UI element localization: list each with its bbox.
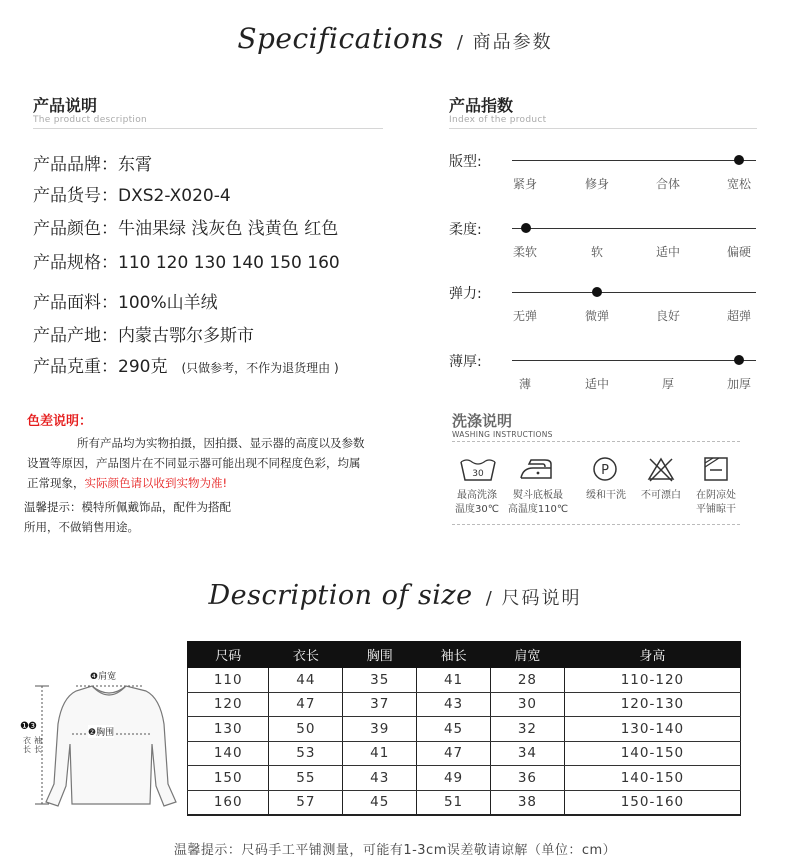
wash-label-dry xyxy=(688,489,744,517)
spec-value: 290克 xyxy=(118,357,168,377)
size-cell: 110 xyxy=(188,668,269,693)
specs-title-en: Specifications xyxy=(237,22,444,55)
product-desc-title: 产品说明 xyxy=(33,96,98,115)
size-cell: 160 xyxy=(188,790,269,815)
size-table xyxy=(187,641,741,816)
spec-brand: 产品品牌：东霄 xyxy=(33,155,152,175)
color-note-actual: 实际颜色请以收到实物为准! xyxy=(84,476,228,490)
wash-label-line: 不可漂白 xyxy=(641,490,681,501)
index-option: 微弹 xyxy=(584,309,609,323)
index-marker-softness xyxy=(521,223,531,233)
spec-label: 产品产地 xyxy=(33,326,101,346)
size-cell: 49 xyxy=(417,766,491,791)
sweater-diagram xyxy=(20,664,185,824)
spec-value: 内蒙古鄂尔多斯市 xyxy=(118,326,254,346)
washing-subtitle: WASHING INSTRUCTIONS xyxy=(452,430,553,439)
wash-label-line: 温度30℃ xyxy=(455,504,499,515)
size-cell: 37 xyxy=(343,692,417,717)
size-cell: 140 xyxy=(188,741,269,766)
spec-label: 产品货号 xyxy=(33,186,101,206)
index-option: 软 xyxy=(590,245,603,259)
size-cell: 53 xyxy=(269,741,343,766)
size-cell: 30 xyxy=(491,692,565,717)
size-cell: 51 xyxy=(417,790,491,815)
wash-label-bleach xyxy=(634,489,688,503)
index-option: 薄 xyxy=(518,377,531,391)
index-option: 加厚 xyxy=(726,377,751,391)
size-header-cell: 尺码 xyxy=(188,642,269,668)
size-cell: 57 xyxy=(269,790,343,815)
size-header-cell: 衣长 xyxy=(269,642,343,668)
table-row xyxy=(188,668,741,693)
size-header-cell: 袖长 xyxy=(417,642,491,668)
size-header-cell: 身高 xyxy=(564,642,740,668)
size-title-en: Description of size xyxy=(208,580,473,611)
spec-label: 产品面料 xyxy=(33,293,101,313)
wash-label-line: 最高洗涤 xyxy=(457,490,497,501)
size-cell: 120-130 xyxy=(564,692,740,717)
index-marker-elasticity xyxy=(592,287,602,297)
table-row xyxy=(188,717,741,742)
size-cell: 38 xyxy=(491,790,565,815)
size-cell: 43 xyxy=(343,766,417,791)
product-index-divider xyxy=(449,128,757,129)
specs-title-cn: / 商品参数 xyxy=(456,32,553,53)
size-cell: 50 xyxy=(269,717,343,742)
spec-sizes: 产品规格：110 120 130 140 150 160 xyxy=(33,253,340,273)
spec-weight: 产品克重：290克 (只做参考，不作为退货理由 ) xyxy=(33,357,339,377)
size-cell: 45 xyxy=(343,790,417,815)
size-cell: 130-140 xyxy=(564,717,740,742)
size-cell: 36 xyxy=(491,766,565,791)
wash-label-dryclean xyxy=(578,489,634,503)
index-option: 良好 xyxy=(655,309,680,323)
color-note-line-1: 所有产品均为实物拍摄，因拍摄、显示器的高度以及参数 xyxy=(77,436,365,450)
spec-origin: 产品产地：内蒙古鄂尔多斯市 xyxy=(33,326,254,346)
index-option: 修身 xyxy=(584,177,609,191)
size-cell: 43 xyxy=(417,692,491,717)
table-row xyxy=(188,790,741,815)
dry-clean-p-icon xyxy=(592,456,618,482)
wash-label-iron xyxy=(507,489,569,517)
wash-30-icon xyxy=(458,456,498,482)
size-header xyxy=(0,580,790,611)
index-track-elasticity xyxy=(512,292,756,293)
product-desc-subtitle: The product description xyxy=(33,115,148,125)
size-cell: 47 xyxy=(269,692,343,717)
index-option: 超弹 xyxy=(726,309,751,323)
size-cell: 55 xyxy=(269,766,343,791)
index-option: 无弹 xyxy=(512,309,537,323)
spec-item-no: 产品货号：DXS2-X020-4 xyxy=(33,186,231,206)
size-cell: 34 xyxy=(491,741,565,766)
no-bleach-icon xyxy=(646,456,676,482)
weight-note: (只做参考，不作为退货理由 ) xyxy=(181,361,339,375)
washing-bottom-divider xyxy=(452,524,740,525)
index-track-softness xyxy=(512,228,756,229)
spec-value: DXS2-X020-4 xyxy=(118,186,231,206)
index-option: 紧身 xyxy=(512,177,537,191)
index-marker-fit xyxy=(734,155,744,165)
color-note-title: 色差说明： xyxy=(27,414,93,429)
index-option: 偏硬 xyxy=(726,245,751,259)
wash-label-line: 在阴凉处 xyxy=(696,490,736,501)
index-option: 厚 xyxy=(661,377,674,391)
index-label-thickness: 薄厚: xyxy=(449,354,482,370)
index-track-fit xyxy=(512,160,756,161)
index-option: 适中 xyxy=(584,377,609,391)
size-cell: 140-150 xyxy=(564,766,740,791)
index-label-fit: 版型: xyxy=(449,154,482,170)
wash-label-temp xyxy=(448,489,506,517)
size-table-header-row xyxy=(188,642,741,668)
spec-colors: 产品颜色：牛油果绿 浅灰色 浅黄色 红色 xyxy=(33,219,339,239)
spec-value: 牛油果绿 浅灰色 浅黄色 红色 xyxy=(118,219,339,239)
spec-label: 产品品牌 xyxy=(33,155,101,175)
spec-value: 100%山羊绒 xyxy=(118,293,218,313)
model-tip-line-1: 温馨提示：模特所佩戴饰品，配件为搭配 xyxy=(24,500,231,514)
index-marker-thickness xyxy=(734,355,744,365)
index-option: 适中 xyxy=(655,245,680,259)
washing-title: 洗涤说明 xyxy=(452,412,513,430)
spec-value: 东霄 xyxy=(118,155,152,175)
size-cell: 110-120 xyxy=(564,668,740,693)
size-cell: 120 xyxy=(188,692,269,717)
size-header-cell: 胸围 xyxy=(343,642,417,668)
index-label-elasticity: 弹力: xyxy=(449,286,482,302)
index-track-thickness xyxy=(512,360,756,361)
wash-label-line: 平铺晾干 xyxy=(696,504,736,515)
color-note-body xyxy=(27,433,417,493)
index-option: 柔软 xyxy=(512,245,537,259)
index-option: 合体 xyxy=(655,177,680,191)
iron-icon xyxy=(517,456,557,482)
model-tip-line-2: 所用，不做销售用途。 xyxy=(24,520,139,534)
chest-label: ❷胸围 xyxy=(88,725,114,738)
size-cell: 140-150 xyxy=(564,741,740,766)
sweater-outline-icon xyxy=(20,664,185,824)
table-row xyxy=(188,766,741,791)
table-row xyxy=(188,692,741,717)
spec-fabric: 产品面料：100%山羊绒 xyxy=(33,293,218,313)
color-note-line-2: 设置等原因，产品图片在不同显示器可能出现不同程度色彩，均属 xyxy=(27,456,361,470)
svg-text:30: 30 xyxy=(472,469,484,479)
size-cell: 44 xyxy=(269,668,343,693)
index-option: 宽松 xyxy=(726,177,751,191)
product-index-subtitle: Index of the product xyxy=(449,115,547,125)
shade-dry-icon xyxy=(703,456,729,482)
shoulder-label: ❹肩宽 xyxy=(90,669,116,682)
size-cell: 39 xyxy=(343,717,417,742)
size-footer-note: 温馨提示：尺码手工平铺测量，可能有1-3cm误差敬请谅解（单位：cm） xyxy=(173,843,617,858)
spec-label: 产品颜色 xyxy=(33,219,101,239)
size-title-cn: / 尺码说明 xyxy=(485,588,582,609)
index-label-softness: 柔度: xyxy=(449,222,482,238)
table-row xyxy=(188,741,741,766)
wash-label-line: 高温度110℃ xyxy=(507,504,569,515)
wash-label-line: 缓和干洗 xyxy=(586,490,626,501)
size-cell: 150-160 xyxy=(564,790,740,815)
length-marks: ❶❸ xyxy=(20,721,36,732)
product-index-title: 产品指数 xyxy=(449,96,514,115)
size-cell: 130 xyxy=(188,717,269,742)
washing-top-divider xyxy=(452,441,740,442)
spec-label: 产品克重 xyxy=(33,357,101,377)
model-tip xyxy=(24,497,324,537)
size-cell: 41 xyxy=(417,668,491,693)
wash-label-line: 熨斗底板最 xyxy=(513,490,563,501)
size-cell: 32 xyxy=(491,717,565,742)
size-header-cell: 肩宽 xyxy=(491,642,565,668)
specs-header xyxy=(0,22,790,62)
spec-value: 110 120 130 140 150 160 xyxy=(118,253,340,273)
size-cell: 28 xyxy=(491,668,565,693)
size-cell: 41 xyxy=(343,741,417,766)
color-note-line-3 xyxy=(27,473,417,493)
color-note-line-3a: 正常现象， xyxy=(27,476,85,490)
product-desc-divider xyxy=(33,128,383,129)
size-cell: 35 xyxy=(343,668,417,693)
size-cell: 150 xyxy=(188,766,269,791)
length-label-b: 袖长 xyxy=(34,736,42,754)
length-label-a: 衣长 xyxy=(23,736,31,754)
size-cell: 45 xyxy=(417,717,491,742)
spec-label: 产品规格 xyxy=(33,253,101,273)
size-cell: 47 xyxy=(417,741,491,766)
svg-text:P: P xyxy=(601,463,609,478)
